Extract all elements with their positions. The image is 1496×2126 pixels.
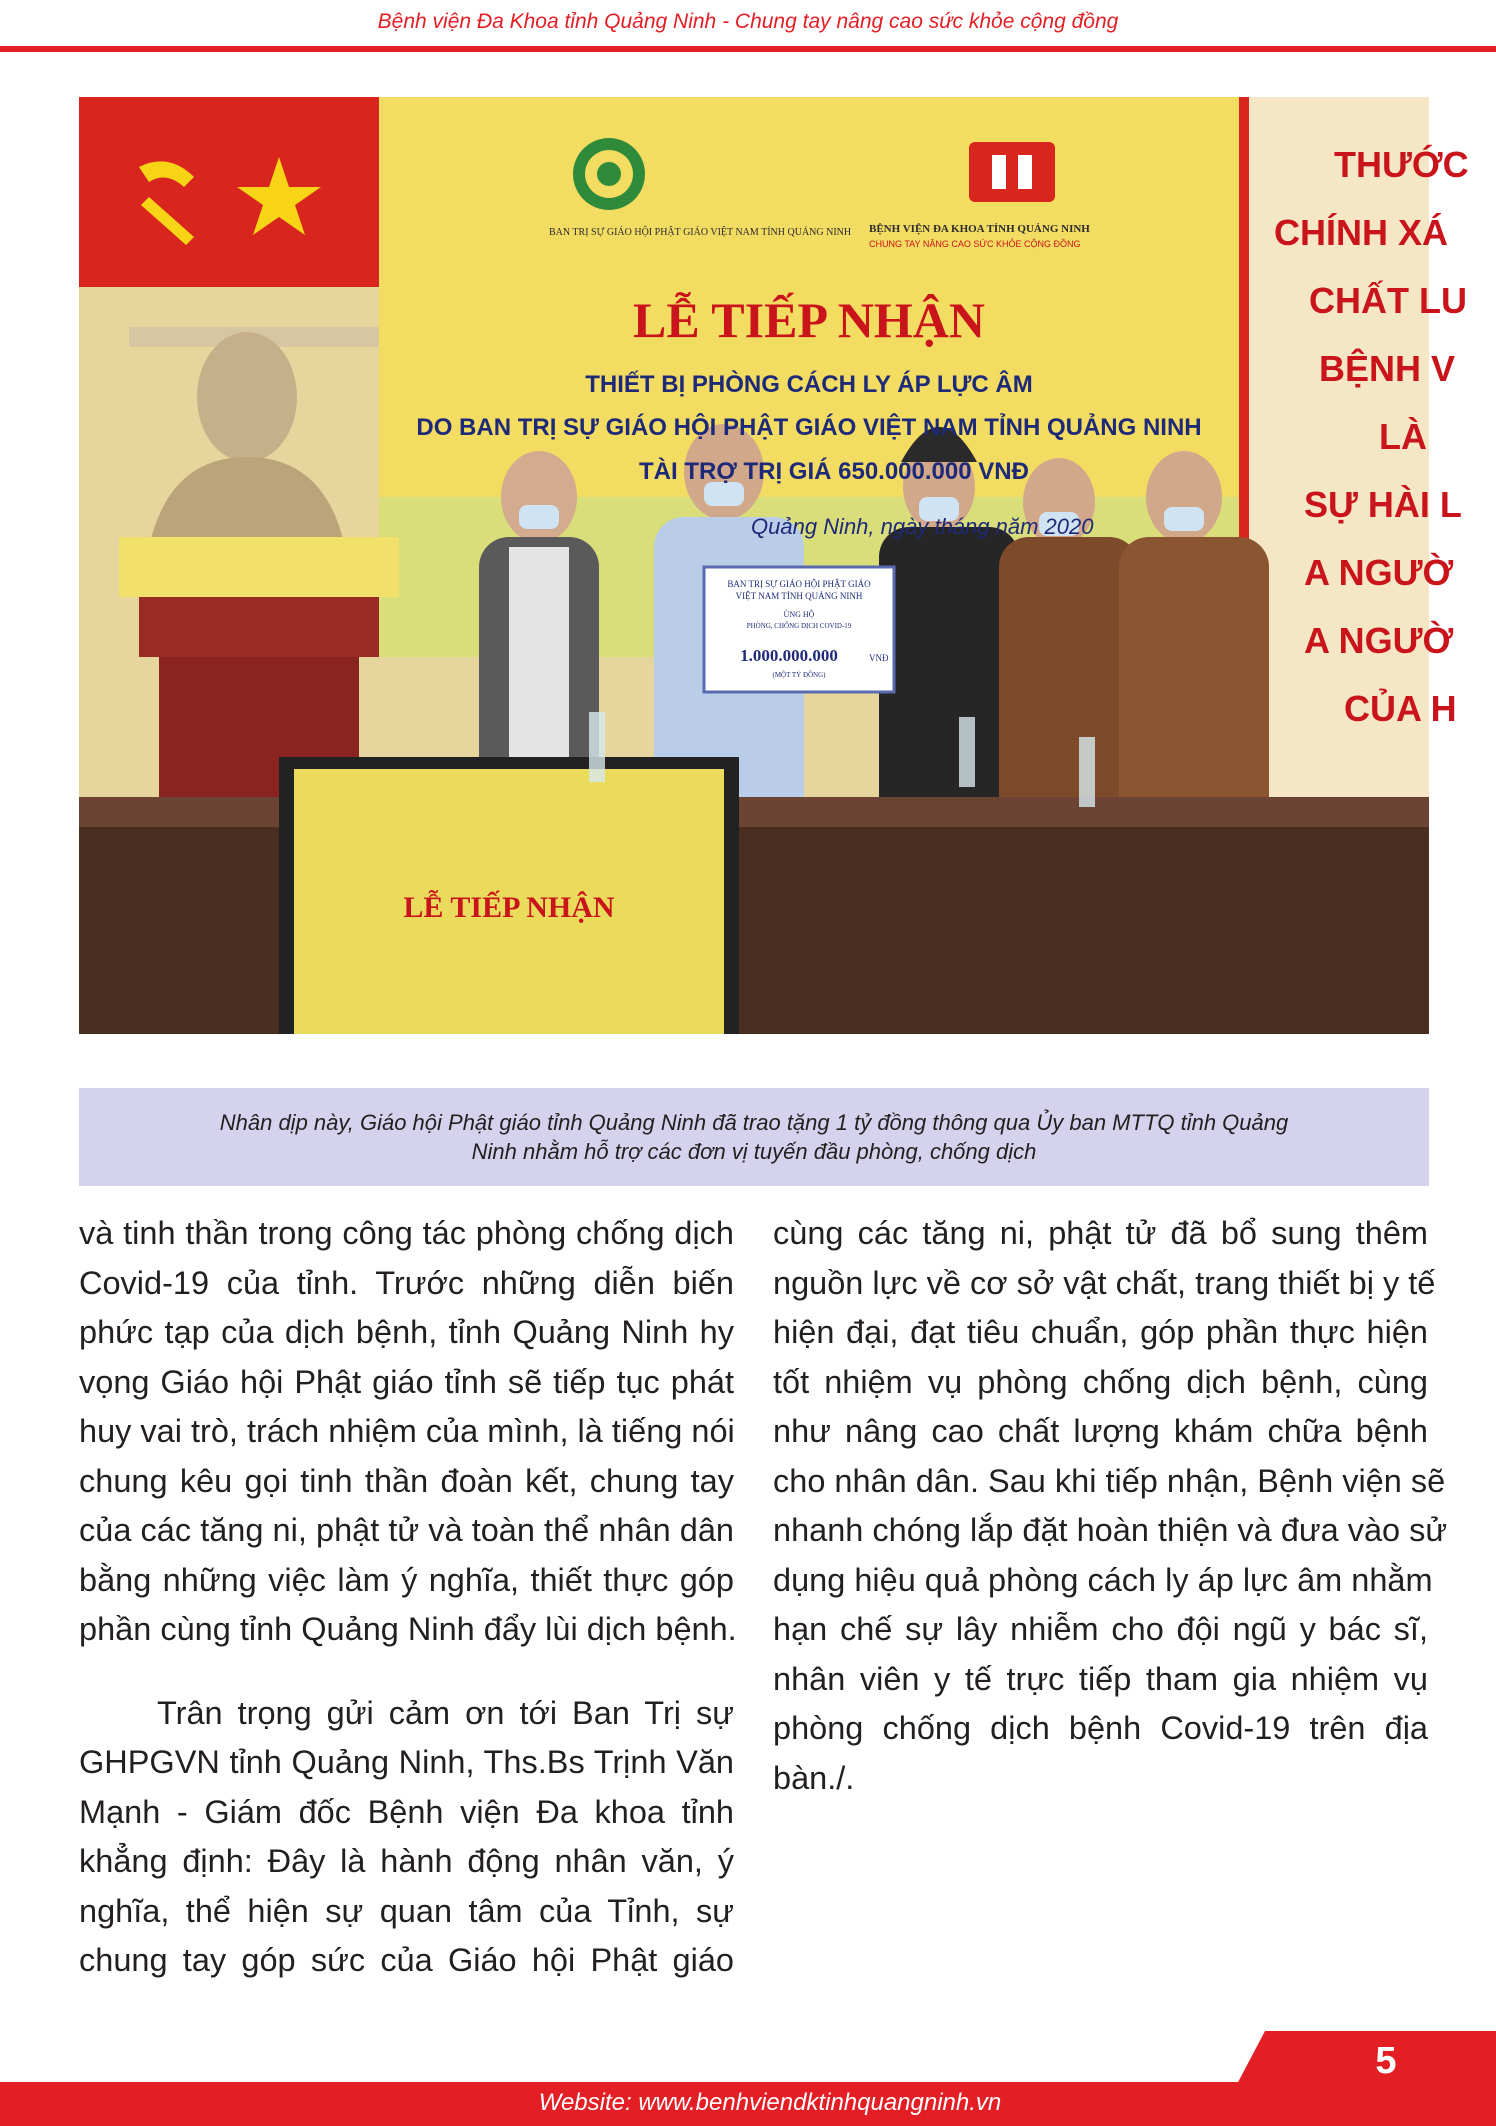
body-line: cùng các tăng ni, phật tử đã bổ sung thêm (773, 1215, 1428, 1251)
footer-website: Website: www.benhviendktinhquangninh.vn (538, 2089, 1002, 2116)
banner-line1: THIẾT BỊ PHÒNG CÁCH LY ÁP LỰC ÂM (585, 371, 1033, 398)
screen-title: LỄ TIẾP NHẬN (403, 891, 615, 924)
body-line: bằng những việc làm ý nghĩa, thiết thực góp (79, 1561, 734, 1598)
body-line: chung tay góp sức của Giáo hội Phật giáo (79, 1942, 734, 1978)
right-column (773, 1209, 1448, 1803)
photo-caption (79, 1088, 1429, 1186)
body-line: cho nhân dân. Sau khi tiếp nhận, Bệnh viện sẽ (773, 1462, 1446, 1499)
body-line: như nâng cao chất lượng khám chữa bệnh (773, 1413, 1428, 1449)
body-line: tốt nhiệm vụ phòng chống dịch bệnh, cùng (773, 1363, 1428, 1400)
board-amount: 1.000.000.000 (740, 646, 838, 665)
side-banner-line: SỰ HÀI L (1304, 484, 1462, 525)
body-line: nhân viên y tế trực tiếp tham gia nhiệm vụ (773, 1660, 1428, 1697)
banner-line3: TÀI TRỢ TRỊ GIÁ 650.000.000 VNĐ (639, 458, 1029, 485)
body-line: GHPGVN tỉnh Quảng Ninh, Ths.Bs Trịnh Văn (79, 1744, 734, 1780)
side-banner-line: A NGƯỜ (1304, 620, 1454, 661)
board-line4: PHÒNG, CHỐNG DỊCH COVID-19 (746, 622, 852, 630)
body-line: bàn./. (773, 1759, 855, 1796)
caption-line: Ninh nhằm hỗ trợ các đơn vị tuyến đầu phòng, chống dịch (471, 1139, 1037, 1164)
body-line: và tinh thần trong công tác phòng chống dịch (79, 1215, 734, 1251)
body-line: huy vai trò, trách nhiệm của mình, là tiếng nói (79, 1413, 735, 1449)
body-line: nhanh chóng lắp đặt hoàn thiện và đưa vào sử (773, 1512, 1448, 1548)
body-line: dụng hiệu quả phòng cách ly áp lực âm nhằm (773, 1561, 1433, 1598)
side-banner-line: BỆNH V (1319, 348, 1456, 389)
board-line3: ỦNG HỘ (783, 610, 815, 619)
banner-org-left: BAN TRỊ SỰ GIÁO HỘI PHẬT GIÁO VIỆT NAM TỈNH QUẢNG NINH (549, 227, 852, 238)
board-unit: VNĐ (869, 653, 889, 663)
event-photo (79, 97, 1469, 1034)
body-line: hiện đại, đạt tiêu chuẩn, góp phần thực hiện (773, 1314, 1428, 1350)
paragraph-gap (79, 1655, 734, 1689)
side-banner-line: THƯỚC (1334, 144, 1469, 185)
side-banner-line: A NGƯỜ (1304, 552, 1454, 593)
banner-org-right: BỆNH VIỆN ĐA KHOA TỈNH QUẢNG NINH (869, 223, 1090, 235)
body-line: phòng chống dịch bệnh Covid-19 trên địa (773, 1710, 1428, 1746)
caption-line: Nhân dịp này, Giáo hội Phật giáo tỉnh Quảng Ninh đã trao tặng 1 tỷ đồng thông qua Ủy ban MTTQ tỉnh Quảng (219, 1110, 1289, 1135)
body-line: phức tạp của dịch bệnh, tỉnh Quảng Ninh hy (79, 1314, 734, 1350)
left-column (79, 1209, 737, 1986)
board-line2: VIỆT NAM TỈNH QUẢNG NINH (735, 591, 863, 601)
body-line: Covid-19 của tỉnh. Trước những diễn biến (79, 1264, 734, 1301)
board-line1: BAN TRỊ SỰ GIÁO HỘI PHẬT GIÁO (727, 579, 871, 589)
banner-slogan: CHUNG TAY NÂNG CAO SỨC KHỎE CỘNG ĐỒNG (869, 239, 1081, 249)
body-line: phần cùng tỉnh Quảng Ninh đẩy lùi dịch bệnh. (79, 1611, 737, 1647)
body-line: Trân trọng gửi cảm ơn tới Ban Trị sự (157, 1694, 734, 1731)
banner-title: LỄ TIẾP NHẬN (633, 292, 985, 348)
body-line: chung kêu gọi tinh thần đoàn kết, chung tay (79, 1462, 734, 1499)
banner-line2: DO BAN TRỊ SỰ GIÁO HỘI PHẬT GIÁO VIỆT NAM TỈNH QUẢNG NINH (416, 414, 1202, 441)
body-line: vọng Giáo hội Phật giáo tỉnh sẽ tiếp tục phát (79, 1363, 734, 1400)
body-line: nghĩa, thể hiện sự quan tâm của Tỉnh, sự (79, 1892, 734, 1929)
body-line: hạn chế sự lây nhiễm cho đội ngũ y bác sĩ, (773, 1611, 1428, 1647)
side-banner-line: LÀ (1379, 416, 1427, 457)
body-line: của các tăng ni, phật tử và toàn thể nhân dân (79, 1512, 734, 1548)
banner-date: Quảng Ninh, ngày tháng năm 2020 (751, 514, 1094, 539)
page-number: 5 (1375, 2040, 1397, 2082)
side-banner-line: CHẤT LU (1309, 280, 1467, 321)
side-banner-line: CỦA H (1344, 688, 1457, 729)
board-words: (MỘT TỶ ĐỒNG) (772, 671, 826, 679)
body-line: Mạnh - Giám đốc Bệnh viện Đa khoa tỉnh (79, 1793, 734, 1830)
body-line: nguồn lực về cơ sở vật chất, trang thiết bị y tế (773, 1264, 1436, 1301)
body-line: khẳng định: Đây là hành động nhân văn, ý (79, 1843, 734, 1879)
header-rule (0, 46, 1496, 52)
side-banner-line: CHÍNH XÁ (1274, 212, 1449, 253)
running-header: Bệnh viện Đa Khoa tỉnh Quảng Ninh - Chung tay nâng cao sức khỏe cộng đồng (377, 10, 1119, 33)
